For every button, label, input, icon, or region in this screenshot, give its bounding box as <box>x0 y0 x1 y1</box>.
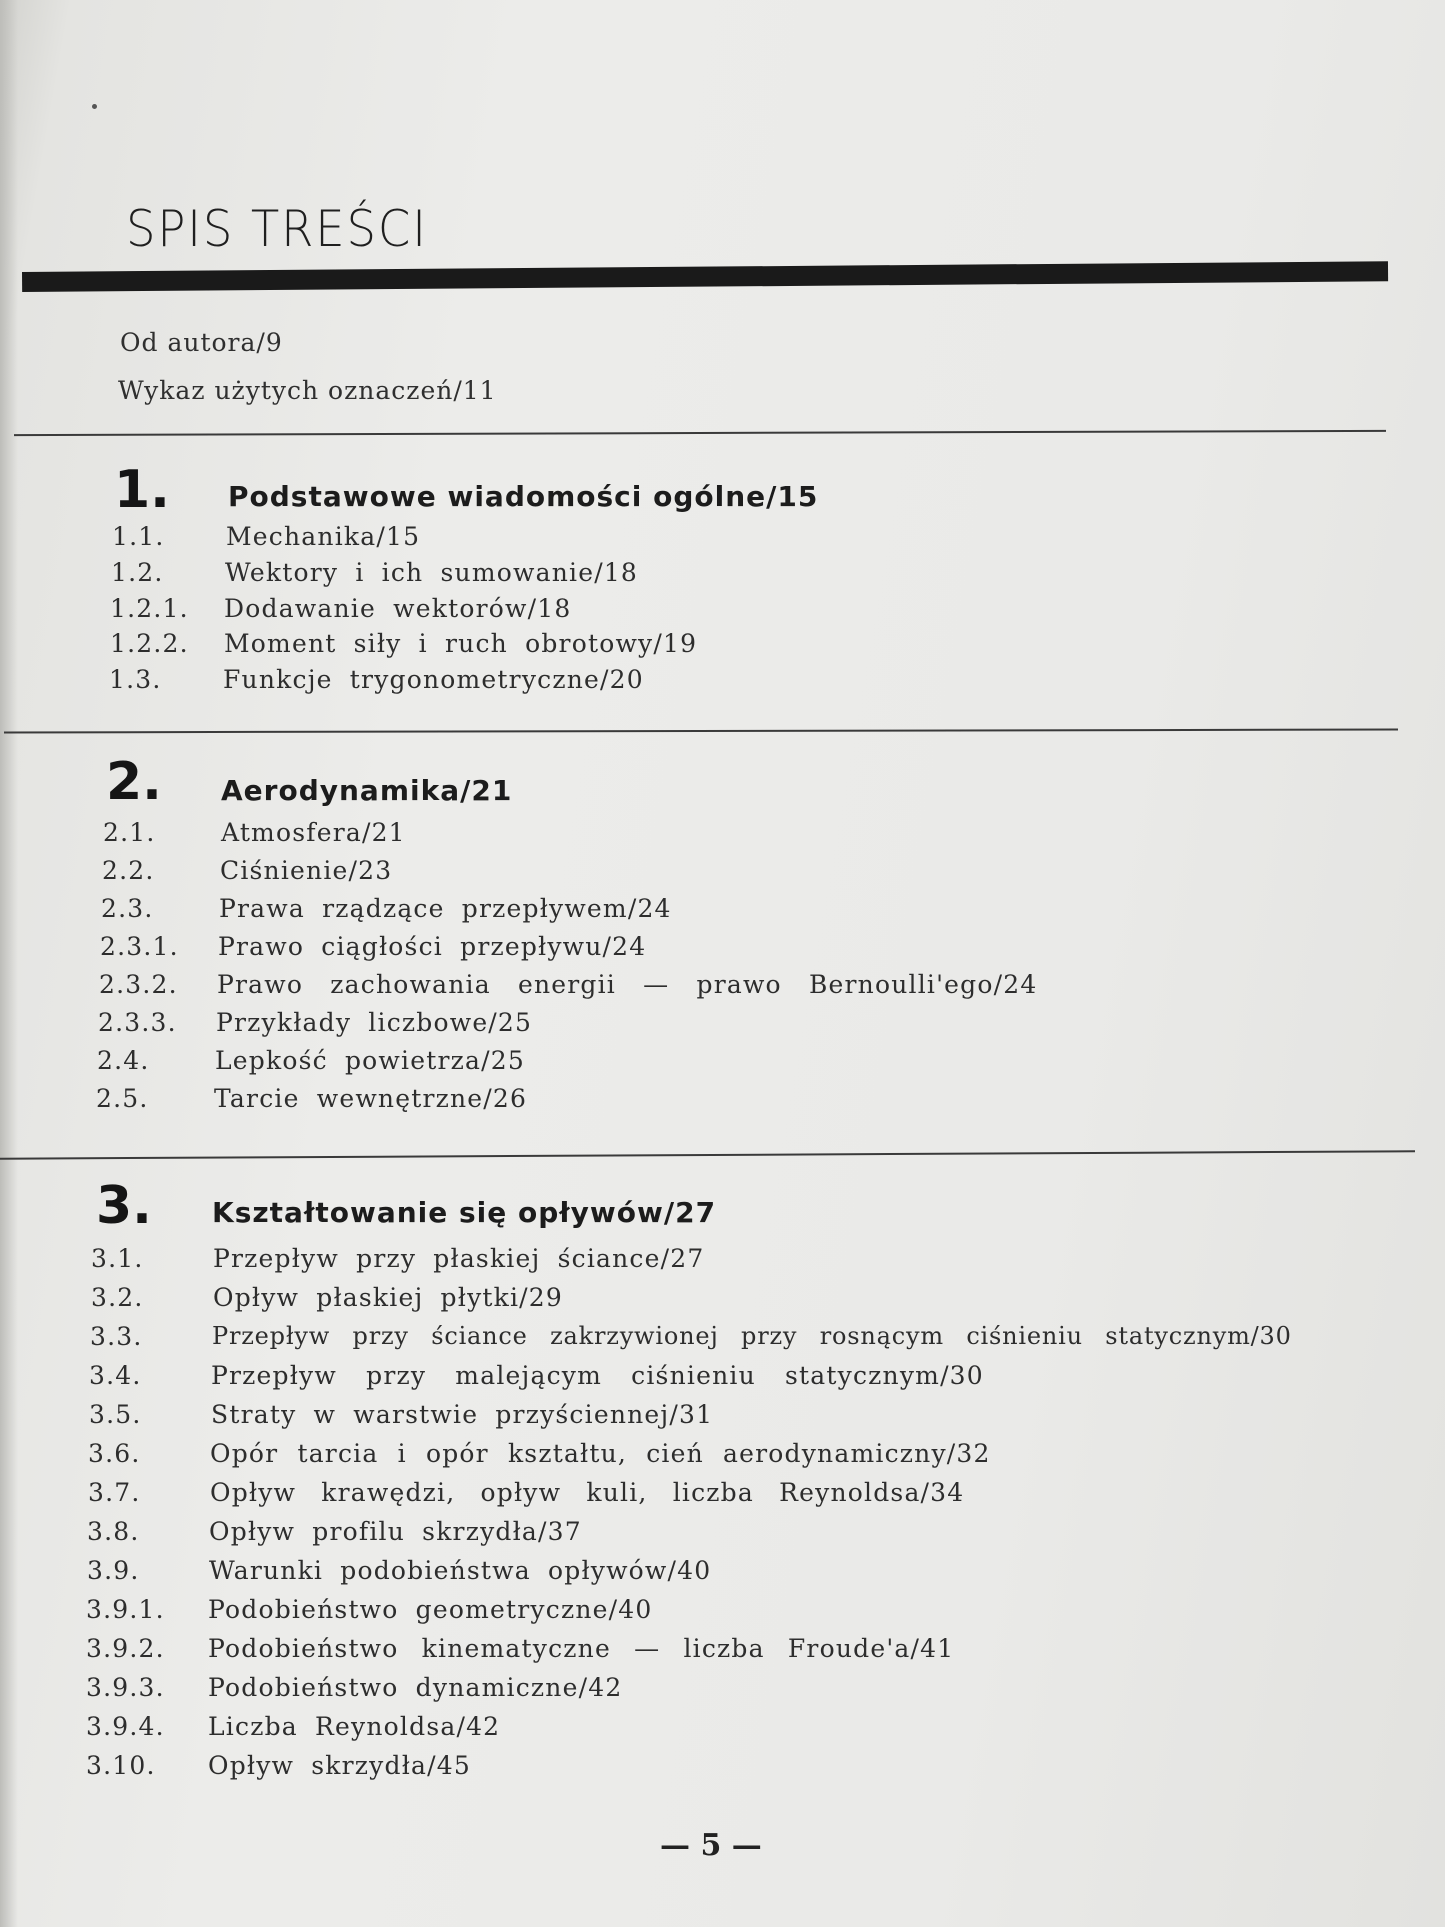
entry-number: 3.1. <box>91 1244 144 1273</box>
entry-number: 2.4. <box>97 1046 150 1075</box>
entry-text: Liczba Reynoldsa/42 <box>208 1712 501 1741</box>
entry-number: 3.6. <box>88 1439 141 1468</box>
entry-number: 3.3. <box>90 1322 143 1351</box>
entry-number: 2.3. <box>101 894 154 923</box>
section-number: 2. <box>106 752 162 812</box>
entry-text: Atmosfera/21 <box>221 818 406 847</box>
divider-rule <box>4 729 1398 734</box>
entry-number: 3.9.3. <box>86 1673 165 1702</box>
entry-text: Straty w warstwie przyściennej/31 <box>211 1400 714 1429</box>
page-number: — 5 — <box>660 1828 762 1863</box>
entry-number: 3.10. <box>86 1751 156 1780</box>
entry-text: Prawo ciągłości przepływu/24 <box>218 932 647 961</box>
intro-item-foreword: Od autora/9 <box>120 328 283 357</box>
entry-number: 2.3.1. <box>100 932 179 961</box>
ink-dot <box>92 104 97 109</box>
entry-text: Warunki podobieństwa opływów/40 <box>209 1556 712 1585</box>
entry-number: 1.2.1. <box>110 594 189 623</box>
entry-number: 2.3.2. <box>99 970 178 999</box>
entry-number: 3.4. <box>89 1361 142 1390</box>
entry-number: 1.2. <box>111 558 164 587</box>
entry-text: Opływ płaskiej płytki/29 <box>213 1283 564 1312</box>
entry-number: 3.7. <box>88 1478 141 1507</box>
entry-number: 2.5. <box>96 1084 149 1113</box>
entry-text: Tarcie wewnętrzne/26 <box>214 1084 528 1113</box>
entry-number: 3.2. <box>91 1283 144 1312</box>
entry-number: 3.5. <box>89 1400 142 1429</box>
entry-number: 3.9.4. <box>86 1712 165 1741</box>
entry-text: Opływ krawędzi, opływ kuli, liczba Reynoldsa/34 <box>210 1478 965 1507</box>
entry-text: Opór tarcia i opór kształtu, cień aerodynamiczny/32 <box>210 1439 991 1468</box>
intro-item-symbols: Wykaz użytych oznaczeń/11 <box>118 376 497 405</box>
entry-text: Mechanika/15 <box>226 522 421 551</box>
section-title: Podstawowe wiadomości ogólne/15 <box>228 480 819 513</box>
page-title: SPIS TREŚCI <box>126 200 428 258</box>
entry-text: Prawa rządzące przepływem/24 <box>219 894 672 923</box>
title-underline <box>22 261 1388 292</box>
entry-number: 2.1. <box>103 818 156 847</box>
section-title: Aerodynamika/21 <box>221 774 513 807</box>
entry-text: Podobieństwo dynamiczne/42 <box>208 1673 623 1702</box>
entry-text: Podobieństwo geometryczne/40 <box>208 1595 653 1624</box>
divider-rule <box>14 430 1386 436</box>
divider-rule <box>0 1150 1415 1159</box>
entry-text: Dodawanie wektorów/18 <box>224 594 572 623</box>
entry-text: Opływ profilu skrzydła/37 <box>209 1517 582 1546</box>
entry-text: Funkcje trygonometryczne/20 <box>223 665 644 694</box>
section-number: 3. <box>96 1176 152 1236</box>
entry-number: 2.2. <box>102 856 155 885</box>
entry-text: Moment siły i ruch obrotowy/19 <box>224 629 698 658</box>
entry-number: 2.3.3. <box>98 1008 177 1037</box>
entry-number: 3.9.1. <box>86 1595 165 1624</box>
section-title: Kształtowanie się opływów/27 <box>212 1196 717 1229</box>
entry-text: Przepływ przy ściance zakrzywionej przy rosnącym ciśnieniu statycznym/30 <box>212 1322 1292 1350</box>
entry-text: Wektory i ich sumowanie/18 <box>225 558 639 587</box>
section-number: 1. <box>114 460 170 520</box>
entry-text: Przykłady liczbowe/25 <box>216 1008 533 1037</box>
entry-number: 3.9.2. <box>86 1634 165 1663</box>
entry-number: 1.1. <box>112 522 165 551</box>
entry-text: Przepływ przy płaskiej ściance/27 <box>213 1244 705 1273</box>
entry-text: Lepkość powietrza/25 <box>215 1046 525 1075</box>
page-edge-shadow <box>0 0 18 1927</box>
entry-number: 3.8. <box>87 1517 140 1546</box>
entry-number: 3.9. <box>87 1556 140 1585</box>
entry-text: Podobieństwo kinematyczne — liczba Froude'a/41 <box>208 1634 955 1663</box>
entry-number: 1.2.2. <box>110 629 189 658</box>
entry-text: Opływ skrzydła/45 <box>208 1751 471 1780</box>
entry-text: Prawo zachowania energii — prawo Bernoulli'ego/24 <box>217 970 1038 999</box>
entry-text: Ciśnienie/23 <box>220 856 393 885</box>
entry-text: Przepływ przy malejącym ciśnieniu statycznym/30 <box>211 1361 984 1390</box>
entry-number: 1.3. <box>109 665 162 694</box>
